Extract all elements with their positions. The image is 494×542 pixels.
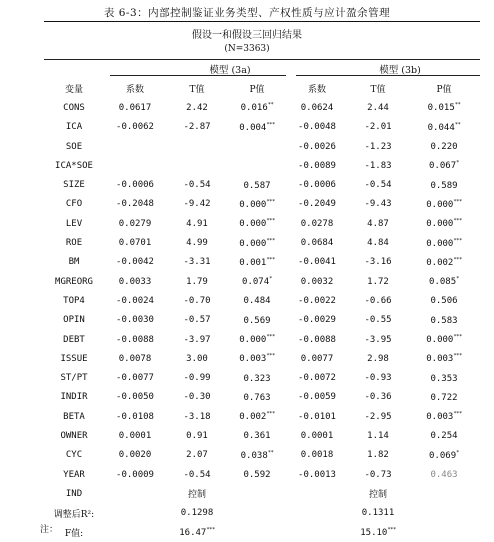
cell-value: 0.589 [430, 180, 458, 191]
cell-value: -0.54 [364, 180, 392, 191]
column-header: T值 [189, 85, 205, 96]
cell-value: -3.97 [183, 334, 211, 345]
significance-stars: ** [454, 121, 461, 128]
cell-value: -0.0006 [116, 180, 154, 191]
cell-value: -9.43 [364, 199, 392, 210]
cell-value: 0.000 [239, 219, 267, 230]
table-row [44, 465, 480, 484]
significance-stars: * [456, 449, 459, 456]
cell-value: ICA*SOE [55, 160, 93, 171]
cell-value: 0.0033 [118, 276, 152, 287]
table-row [44, 330, 480, 349]
cell-value: CONS [63, 102, 85, 113]
cell-value: 0.592 [243, 470, 271, 481]
regression-table [44, 79, 480, 542]
cell-value: INDIR [60, 392, 88, 403]
cell-value: -0.36 [364, 392, 392, 403]
cell-value: 0.484 [243, 296, 271, 307]
cell-value: -0.99 [183, 373, 211, 384]
cell-value: ISSUE [60, 353, 88, 364]
significance-stars: *** [453, 218, 462, 225]
significance-stars: *** [453, 353, 462, 360]
column-header: 系数 [307, 85, 326, 96]
cell-value: 控制 [368, 490, 387, 501]
column-header: P值 [436, 85, 452, 96]
cell-value: 2.98 [367, 353, 389, 364]
cell-value: -0.0077 [116, 373, 154, 384]
cell-value: 0.002 [239, 412, 267, 423]
cell-value: 0.000 [239, 335, 267, 345]
cell-value: 0.0001 [300, 430, 334, 441]
cell-value: 16.47 [179, 527, 207, 538]
cell-value: 0.001 [239, 257, 267, 268]
cell-value: 0.000 [426, 199, 454, 210]
cell-value: 0.220 [430, 142, 458, 153]
table-caption: 表 6-3：内部控制鉴证业务类型、产权性质与应计盈余管理 [103, 7, 391, 19]
cell-value: 0.016 [240, 103, 268, 114]
cell-value: 0.0077 [300, 353, 334, 364]
cell-value: -0.30 [183, 392, 211, 403]
cell-value: -0.0048 [298, 122, 336, 133]
cell-value: 4.84 [367, 238, 389, 249]
cell-value: 0.000 [426, 219, 454, 230]
cell-value: -0.0042 [116, 257, 154, 268]
cell-value: 0.583 [430, 315, 458, 326]
column-header: P值 [249, 85, 265, 96]
cell-value: 0.587 [243, 180, 271, 191]
cell-value: 调整后R²: [53, 509, 95, 520]
cell-value: -0.93 [364, 373, 392, 384]
cell-value: 0.569 [243, 315, 271, 326]
cell-value: -0.2048 [116, 199, 154, 210]
cell-value: 0.1311 [361, 508, 395, 519]
significance-stars: *** [453, 237, 462, 244]
table-row [44, 368, 480, 387]
cell-value: -0.0059 [298, 392, 336, 403]
significance-stars: *** [453, 411, 462, 418]
cell-value: -0.0101 [298, 411, 336, 422]
table-row [44, 98, 480, 117]
table-row [44, 504, 480, 523]
cell-value: 0.000 [239, 238, 267, 249]
cell-value: TOP4 [63, 295, 85, 306]
cell-value: -3.18 [183, 411, 211, 422]
cell-value: ICA [65, 122, 83, 133]
cell-value: -0.70 [183, 295, 211, 306]
cell-value: 0.074 [242, 277, 270, 288]
cell-value: 0.91 [186, 430, 208, 441]
cell-value: OWNER [60, 430, 88, 441]
cell-value: 1.14 [367, 430, 389, 441]
cell-value: -0.54 [183, 180, 211, 191]
significance-stars: *** [266, 334, 275, 340]
cell-value: -0.0006 [298, 180, 336, 191]
cell-value: 1.72 [367, 276, 389, 287]
cell-value: F值: [64, 528, 84, 539]
model-b-rule [296, 75, 480, 76]
cell-value: -0.55 [364, 315, 392, 326]
cell-value: 0.353 [430, 373, 458, 384]
cell-value: BM [68, 257, 80, 268]
table-row [44, 253, 480, 272]
header-rule [44, 59, 480, 60]
cell-value: -0.0024 [116, 295, 154, 306]
cell-value: 0.069 [429, 450, 457, 461]
cell-value: -0.0088 [116, 334, 154, 345]
table-row [44, 388, 480, 407]
cell-value: -0.0022 [298, 295, 336, 306]
cell-value: -3.16 [364, 257, 392, 268]
cell-value: MGREORG [55, 276, 93, 287]
table-row [44, 233, 480, 252]
cell-value: DEBT [63, 334, 85, 345]
significance-stars: *** [206, 526, 215, 533]
cell-value: 0.506 [430, 296, 458, 307]
cell-value: 0.003 [426, 412, 454, 423]
cell-value: 0.002 [426, 257, 454, 268]
cell-value: -0.0041 [298, 257, 336, 268]
significance-stars: ** [267, 449, 274, 456]
cell-value: -2.95 [364, 411, 392, 422]
cell-value: 0.067 [429, 161, 457, 172]
cell-value: -0.57 [183, 315, 211, 326]
cell-value: IND [65, 488, 83, 499]
cell-value: 0.0078 [118, 353, 152, 364]
table-title: 假设一和假设三回归结果 [192, 30, 302, 41]
table-row [44, 291, 480, 310]
table-row [44, 311, 480, 330]
cell-value: CYC [65, 450, 83, 461]
cell-value: -0.0108 [116, 411, 154, 422]
cell-value: -0.0072 [298, 373, 336, 384]
significance-stars: *** [453, 334, 462, 340]
cell-value: 1.82 [367, 450, 389, 461]
table-row [44, 118, 480, 137]
cell-value: ROE [65, 238, 83, 249]
cell-value: 4.91 [186, 218, 208, 229]
significance-stars: *** [387, 526, 396, 533]
top-rule [44, 21, 480, 22]
significance-stars: ** [454, 102, 461, 109]
cell-value: -0.0026 [298, 141, 336, 152]
table-row [44, 214, 480, 233]
cell-value: 控制 [187, 490, 206, 501]
cell-value: -0.2049 [298, 199, 336, 210]
cell-value: BETA [63, 411, 85, 422]
table-row [44, 426, 480, 445]
table-body [44, 98, 480, 542]
cell-value: 0.000 [426, 335, 454, 345]
cell-value: 0.0617 [118, 102, 152, 113]
cell-value: 2.44 [367, 102, 389, 113]
cell-value: -3.95 [364, 334, 392, 345]
model-a-rule [110, 75, 286, 76]
significance-stars: *** [266, 353, 275, 360]
cell-value: 0.044 [427, 122, 455, 133]
sample-size: (N=3363) [224, 44, 270, 54]
cell-value: 0.1298 [180, 508, 214, 519]
column-header: 变量 [64, 85, 83, 96]
significance-stars: *** [266, 256, 275, 263]
cell-value: 0.000 [426, 238, 454, 249]
cell-value: 0.0278 [300, 218, 334, 229]
cell-value: SIZE [63, 180, 85, 191]
cell-value: 2.07 [186, 450, 208, 461]
cell-value: 4.87 [367, 218, 389, 229]
cell-value: 0.003 [239, 354, 267, 365]
cell-value: -2.87 [183, 122, 211, 133]
cell-value: 0.038 [240, 450, 268, 461]
column-header-row [44, 79, 480, 98]
cell-value: 0.361 [243, 431, 271, 442]
cell-value: -0.66 [364, 295, 392, 306]
column-header: 系数 [125, 85, 144, 96]
cell-value: 0.463 [430, 470, 458, 481]
table-row [44, 137, 480, 156]
cell-value: -0.0030 [116, 315, 154, 326]
significance-stars: *** [266, 198, 275, 205]
cell-value: 1.79 [186, 276, 208, 287]
cell-value: 0.085 [429, 277, 457, 288]
table-row [44, 195, 480, 214]
cell-value: 0.0624 [300, 102, 334, 113]
significance-stars: *** [266, 237, 275, 244]
cell-value: 0.0001 [118, 430, 152, 441]
cell-value: -0.0088 [298, 334, 336, 345]
table-row [44, 272, 480, 291]
table-row [44, 484, 480, 503]
column-header: T值 [370, 85, 386, 96]
cell-value: -0.0050 [116, 392, 154, 403]
cell-value: 0.323 [243, 373, 271, 384]
cell-value: 0.0684 [300, 238, 334, 249]
cell-value: SOE [65, 141, 83, 152]
table-row [44, 175, 480, 194]
cell-value: 4.99 [186, 238, 208, 249]
cell-value: -0.0029 [298, 315, 336, 326]
significance-stars: ** [267, 102, 274, 109]
table-row [44, 446, 480, 465]
cell-value: -0.0089 [298, 160, 336, 171]
cell-value: 0.0020 [118, 450, 152, 461]
cell-value: ST/PT [60, 373, 88, 384]
cell-value: -0.0009 [116, 469, 154, 480]
cell-value: -9.42 [183, 199, 211, 210]
cell-value: CFO [65, 199, 83, 210]
cell-value: OPIN [63, 315, 85, 326]
cell-value: 3.00 [186, 353, 208, 364]
cell-value: -3.31 [183, 257, 211, 268]
cell-value: -0.0062 [116, 122, 154, 133]
significance-stars: * [456, 160, 459, 167]
cell-value: -2.01 [364, 122, 392, 133]
table-row [44, 156, 480, 175]
cell-value: -0.73 [364, 469, 392, 480]
cell-value: 0.015 [427, 103, 455, 114]
significance-stars: *** [453, 198, 462, 205]
significance-stars: *** [453, 256, 462, 263]
cell-value: 0.0032 [300, 276, 334, 287]
cell-value: 0.0279 [118, 218, 152, 229]
cell-value: YEAR [63, 469, 85, 480]
significance-stars: *** [266, 121, 275, 128]
significance-stars: * [269, 276, 272, 283]
significance-stars: * [456, 276, 459, 283]
significance-stars: *** [266, 218, 275, 225]
cell-value: -1.83 [364, 160, 392, 171]
cell-value: 0.254 [430, 431, 458, 442]
cell-value: -0.0013 [298, 469, 336, 480]
cell-value: 0.722 [430, 392, 458, 403]
cell-value: 0.003 [426, 354, 454, 365]
cell-value: LEV [65, 218, 83, 229]
cell-value: 0.000 [239, 199, 267, 210]
model-b-label: 模型 (3b) [379, 65, 421, 76]
cell-value: -0.54 [183, 469, 211, 480]
table-row [44, 349, 480, 368]
cell-value: -1.23 [364, 141, 392, 152]
cell-value: 0.0701 [118, 238, 152, 249]
cell-value: 15.10 [360, 527, 388, 538]
cell-value: 2.42 [186, 102, 208, 113]
cell-value: 0.004 [239, 122, 267, 133]
cell-value: 0.763 [243, 392, 271, 403]
model-a-label: 模型 (3a) [209, 65, 251, 76]
cell-value: 0.0018 [300, 450, 334, 461]
significance-stars: *** [266, 411, 275, 418]
table-row [44, 523, 480, 542]
footnote: 注： [40, 525, 59, 535]
table-row [44, 407, 480, 426]
